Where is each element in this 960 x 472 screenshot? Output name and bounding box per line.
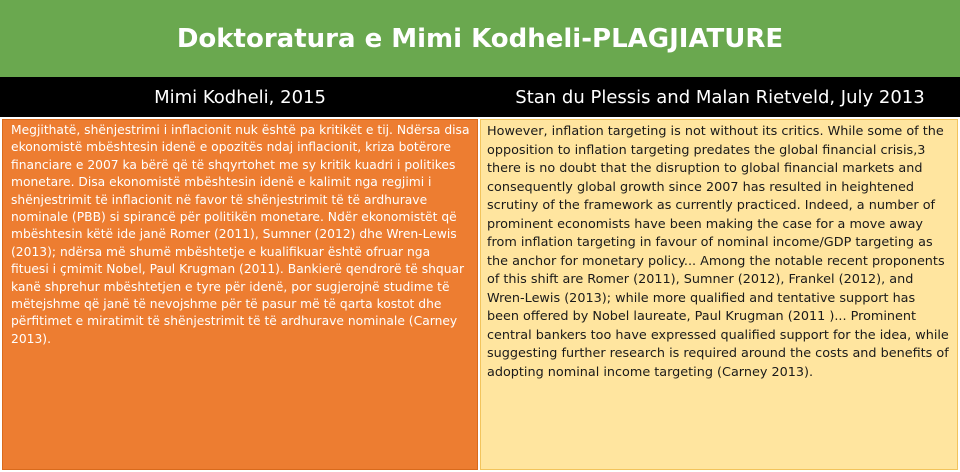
left-text-cell (2, 119, 478, 470)
right-paragraph: However, inflation targeting is not without its critics. While some of the opposition to inflation targeting predates the global financial crisis,3 there is no doubt that the disruption to global financial markets and consequently global growth since 2007 has resulted in heightened scrutiny of the framework as currently practiced. Indeed, a number of prominent economists have been making the case for a move away from inflation targeting in favour of nominal income/GDP targeting as the anchor for monetary policy... Among the notable recent proponents of this shift are Romer (2011), Sumner (2012), Frankel (2012), and Wren-Lewis (2013); while more qualified and tentative support has been offered by Nobel laureate, Paul Krugman (2011 )... Prominent central bankers too have expressed qualified support for the idea, while suggesting further research is required around the costs and benefits of adopting nominal income targeting (Carney 2013). (487, 124, 949, 380)
right-text-cell (480, 119, 958, 470)
left-column-header: Mimi Kodheli, 2015 (154, 86, 326, 108)
title-bar (0, 0, 960, 77)
column-header-row (0, 77, 960, 117)
left-paragraph: Megjithatë, shënjestrimi i inflacionit nuk është pa kritikët e tij. Ndërsa disa ekonomistë mbështesin idenë e opozitës ndaj inflacionit, kriza botërore financiare e 2007 ka bërë që të shqyrtohet me sy kritik kuadri i politikes monetare. Disa ekonomistë mbështesin idenë e kalimit nga regjimi i shënjestrimit të inflacionit në favor të shënjestrimit të të ardhurave nominale (PBB) si spirancë për politikën monetare. Ndër ekonomistët që mbështesin këtë ide janë Romer (2011), Sumner (2012) dhe Wren-Lewis (2013); ndërsa më shumë mbështetje e kualifikuar është ofruar nga fituesi i çmimit Nobel, Paul Krugman (2011). Bankierë qendrorë të shquar kanë shprehur mbështetjen e tyre për idenë, por sugjerojnë studime të mëtejshme që janë të nevojshme për të pasur më të qarta kostot dhe përfitimet e miratimit të shënjestrimit të të ardhurave nominale (Carney 2013). (11, 123, 470, 346)
comparison-row (0, 117, 960, 472)
right-column-header: Stan du Plessis and Malan Rietveld, July 2013 (515, 86, 925, 108)
slide-title: Doktoratura e Mimi Kodheli-PLAGJIATURE (176, 23, 784, 54)
